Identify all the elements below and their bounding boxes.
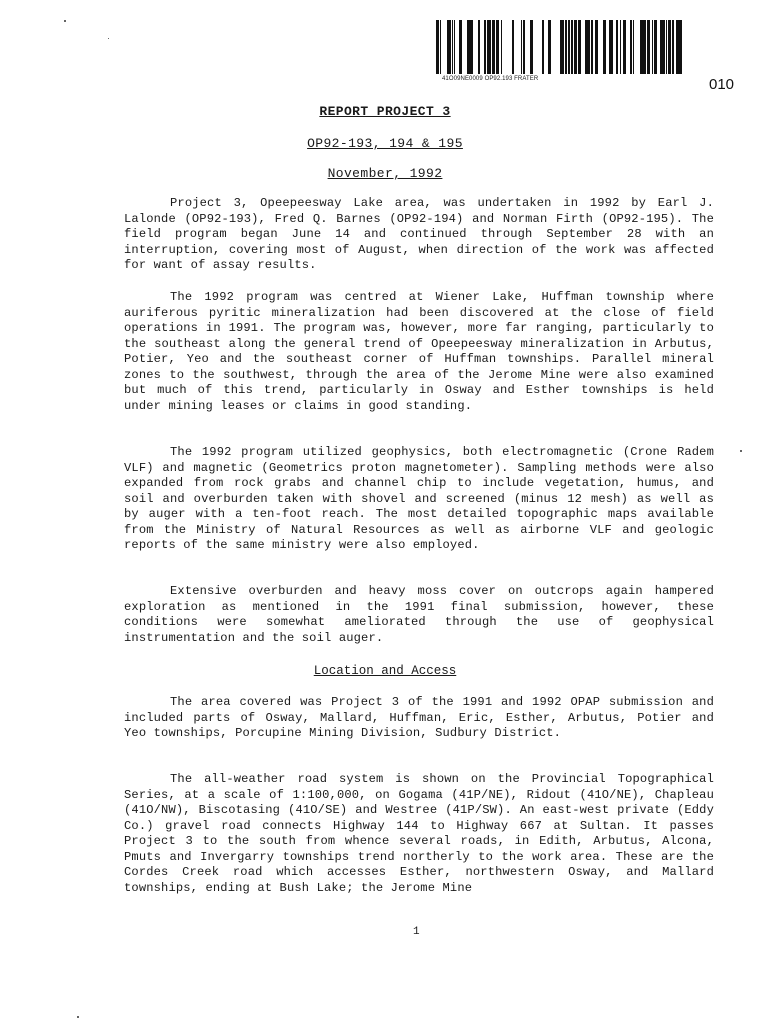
barcode-bar	[610, 20, 613, 74]
barcode-bar	[647, 20, 650, 74]
scan-speck	[64, 20, 66, 22]
barcode-bar	[438, 20, 439, 74]
barcode-bar	[487, 20, 489, 74]
barcode-bar	[454, 20, 455, 74]
barcode-bar	[654, 20, 657, 74]
barcode-bar	[633, 20, 634, 74]
barcode-bar	[574, 20, 577, 74]
barcode-bar	[565, 20, 567, 74]
barcode-bar	[568, 20, 570, 74]
page-number: 1	[413, 926, 420, 938]
report-date: November, 1992	[327, 166, 443, 181]
scan-speck	[108, 38, 109, 39]
barcode-caption: 41O09NE0009 OP92.193 FRATER	[442, 76, 539, 82]
barcode-bar	[447, 20, 448, 74]
barcode-bar	[631, 20, 632, 74]
project-numbers: OP92-193, 194 & 195	[307, 136, 463, 151]
barcode-bar	[459, 20, 462, 74]
barcode-bar	[436, 20, 438, 74]
paragraph-conditions: Extensive overburden and heavy moss cover on outcrops again hampered exploration as mentioned in the 1991 final submission, however, these conditions were somewhat ameliorated through the use of geophysical instrumentation and the soil auger.	[124, 584, 714, 645]
barcode-bar	[672, 20, 674, 74]
paragraph-intro: Project 3, Opeepeesway Lake area, was undertaken in 1992 by Earl J. Lalonde (OP92-193), Fred Q. Barnes (OP92-194) and Norman Firth (OP92-195). The field program began June 14 and continued through September 28 with an interruption, covering most of August, when direction of the work was affected for want of assay results.	[124, 196, 714, 272]
barcode-bar	[578, 20, 581, 74]
barcode-bar	[676, 20, 679, 74]
barcode-bar	[679, 20, 682, 74]
barcode-bar	[666, 20, 667, 74]
scan-speck	[740, 450, 742, 452]
page-code: 010	[709, 76, 735, 93]
barcode-bar	[478, 20, 480, 74]
barcode-bar	[660, 20, 663, 74]
barcode-bar	[603, 20, 606, 74]
barcode-bar	[620, 20, 621, 74]
barcode-bar	[471, 20, 473, 74]
barcode-bar	[490, 20, 491, 74]
paragraph-program: The 1992 program was centred at Wiener Lake, Huffman township where auriferous pyritic mineralization had been discovered at the close of field operations in 1991. The program was, however, more far ranging, particularly to the southeast along the general trend of Opeepeesway mineralization in Arbutus, Potier, Yeo and the southeast corner of Huffman townships. Parallel mineral zones to the southwest, through the area of the Jerome Mine were also examined but much of this trend, particularly in Osway and Esther townships is held under mining leases or claims in good standing.	[124, 290, 714, 413]
barcode-bar	[501, 20, 502, 74]
barcode-bar	[440, 20, 441, 74]
barcode-bar	[640, 20, 643, 74]
barcode-bar	[448, 20, 450, 74]
barcode-bar	[467, 20, 468, 74]
scan-speck	[77, 1016, 79, 1018]
barcode-bar	[450, 20, 451, 74]
barcode-bar	[452, 20, 453, 74]
barcode-bar	[521, 20, 522, 74]
barcode-bar	[492, 20, 495, 74]
barcode-bar	[630, 20, 631, 74]
barcode-image	[434, 20, 684, 78]
barcode-bar	[591, 20, 593, 74]
barcode-bar	[571, 20, 573, 74]
barcode-bar	[663, 20, 665, 74]
barcode-bar	[585, 20, 587, 74]
barcode-bar	[512, 20, 514, 74]
barcode-bar	[530, 20, 533, 74]
barcode-bar	[616, 20, 618, 74]
barcode-bar	[643, 20, 646, 74]
barcode-bar	[468, 20, 471, 74]
barcode-bar	[623, 20, 626, 74]
barcode-bar	[542, 20, 543, 74]
paragraph-area: The area covered was Project 3 of the 1991 and 1992 OPAP submission and included parts of Osway, Mallard, Huffman, Eric, Esther, Arbutus, Potier and Yeo townships, Porcupine Mining Division, Sudbury District.	[124, 695, 714, 740]
barcode-bar	[668, 20, 671, 74]
barcode-bar	[563, 20, 564, 74]
barcode-bar	[489, 20, 490, 74]
barcode-bar	[523, 20, 525, 74]
barcode-bar	[652, 20, 653, 74]
paragraph-roads: The all-weather road system is shown on the Provincial Topographical Series, at a scale of 1:100,000, on Gogama (41P/NE), Ridout (41O/NE), Chapleau (41O/NW), Biscotasing (41O/SE) and Westree (41P/SW). An east-west private (Eddy Co.) gravel road connects Highway 144 to Highway 667 at Sultan. It passes Project 3 to the south from whence several roads, in Edith, Arbutus, Alcona, Pmuts and Invergarry townships trend northerly to the work area. These are the Cordes Creek road which accesses Esther, northwestern Osway, and Mallard townships, ending at Bush Lake; the Jerome Mine	[124, 772, 714, 895]
barcode-bar	[587, 20, 590, 74]
barcode-bar	[496, 20, 499, 74]
barcode-bar	[548, 20, 551, 74]
barcode-bar	[484, 20, 486, 74]
barcode-bar	[543, 20, 544, 74]
barcode-bar	[609, 20, 610, 74]
barcode-bar	[560, 20, 563, 74]
paragraph-methods: The 1992 program utilized geophysics, both electromagnetic (Crone Radem VLF) and magnetic (Geometrics proton magnetometer). Sampling methods were also expanded from rock grabs and channel chip to include vegetation, humus, and soil and overburden taken with shovel and screened (minus 12 mesh) as well as by auger with a ten-foot reach. The most detailed topographic maps available from the Ministry of Natural Resources as well as airborne VLF and geologic reports of the same ministry were also employed.	[124, 445, 714, 552]
section-heading-location: Location and Access	[313, 664, 457, 678]
barcode-bar	[595, 20, 598, 74]
report-title: REPORT PROJECT 3	[319, 104, 451, 119]
